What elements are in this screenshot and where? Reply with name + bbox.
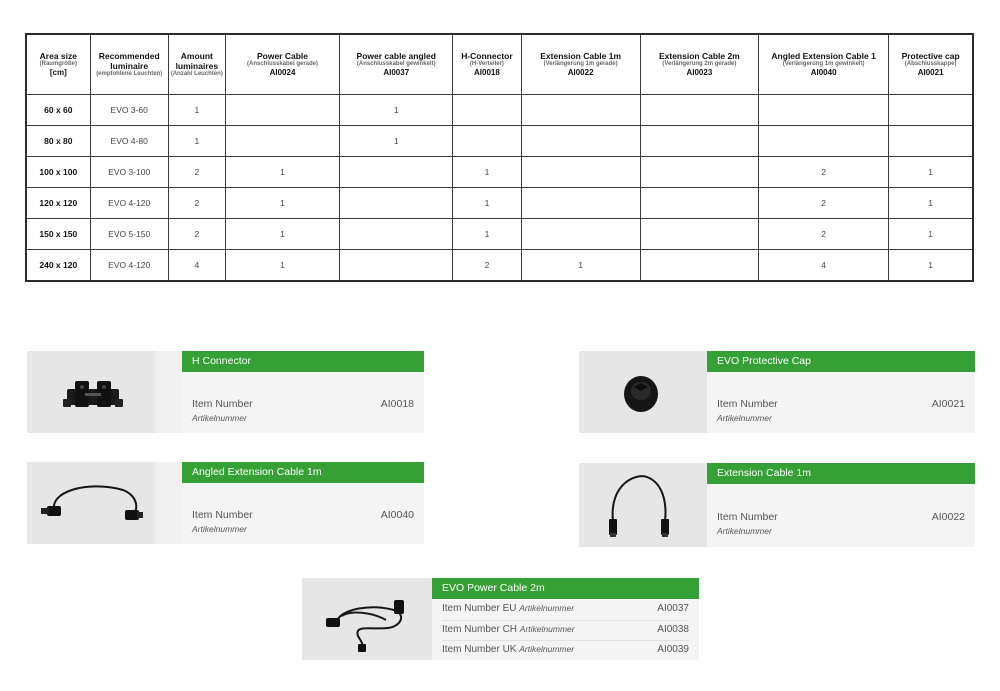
protective-cap-image bbox=[579, 351, 707, 433]
table-cell: 1 bbox=[453, 219, 521, 250]
item-number-label: Item Number bbox=[717, 398, 778, 410]
table-cell: EVO 3-60 bbox=[90, 94, 168, 125]
table-cell bbox=[521, 219, 640, 250]
table-row bbox=[26, 94, 973, 125]
table-cell: 2 bbox=[758, 187, 888, 218]
header-h-connector: H-Connector (H-Verteiler) AI0018 bbox=[453, 34, 521, 94]
angled-cable-icon bbox=[27, 462, 155, 544]
item-number-value: AI0039 bbox=[657, 644, 689, 655]
table-cell bbox=[521, 125, 640, 156]
angled-cable-image bbox=[27, 462, 155, 544]
header-recommended-luminaire: Recommended luminaire (empfohlene Leuchten) bbox=[90, 34, 168, 94]
item-number-row-uk bbox=[442, 640, 689, 657]
table-cell bbox=[640, 250, 758, 281]
table-cell: 1 bbox=[453, 187, 521, 218]
table-header-row bbox=[26, 34, 973, 94]
extension-cable-1m-title: Extension Cable 1m bbox=[707, 463, 975, 484]
item-number-value: AI0038 bbox=[657, 624, 689, 635]
table-cell bbox=[453, 125, 521, 156]
item-number-value: AI0040 bbox=[380, 509, 414, 521]
protective-cap-icon bbox=[579, 351, 707, 433]
table-cell: 1 bbox=[521, 250, 640, 281]
header-extension-cable-1m: Extension Cable 1m (Verlängerung 1m gerade) AI0022 bbox=[521, 34, 640, 94]
extension-cable-1m-body bbox=[707, 484, 975, 547]
table-cell bbox=[758, 125, 888, 156]
item-number-value: AI0021 bbox=[931, 398, 965, 410]
header-protective-cap: Protective cap (Abschlusskappe) AI0021 bbox=[889, 34, 973, 94]
table-row bbox=[26, 250, 973, 281]
table-cell: 1 bbox=[453, 156, 521, 187]
extension-cable-icon bbox=[579, 463, 707, 547]
table-cell bbox=[521, 187, 640, 218]
header-power-cable: Power Cable (Anschlusskabel gerade) AI0024 bbox=[225, 34, 339, 94]
angled-extension-cable-body bbox=[182, 483, 424, 544]
table-cell: EVO 4-80 bbox=[90, 125, 168, 156]
h-connector-icon bbox=[27, 351, 155, 433]
table-cell: 1 bbox=[889, 156, 973, 187]
table-cell: 4 bbox=[758, 250, 888, 281]
table-cell: 1 bbox=[225, 187, 339, 218]
table-cell: 1 bbox=[889, 187, 973, 218]
table-cell bbox=[340, 156, 453, 187]
table-cell: 120 x 120 bbox=[26, 187, 90, 218]
table-cell: 1 bbox=[168, 125, 225, 156]
protective-cap-card bbox=[579, 351, 975, 433]
table-row bbox=[26, 125, 973, 156]
protective-cap-body bbox=[707, 372, 975, 433]
table-cell: 240 x 120 bbox=[26, 250, 90, 281]
power-cable-title: EVO Power Cable 2m bbox=[432, 578, 699, 599]
item-number-label-de: Artikelnummer bbox=[192, 524, 247, 534]
item-number-row-eu bbox=[442, 600, 689, 617]
table-row bbox=[26, 156, 973, 187]
table-cell: EVO 4-120 bbox=[90, 187, 168, 218]
item-number-label: Item Number UK bbox=[442, 644, 517, 655]
table-cell bbox=[889, 125, 973, 156]
item-number-row-ch bbox=[442, 620, 689, 637]
table-cell: 1 bbox=[225, 250, 339, 281]
table-cell: 1 bbox=[225, 156, 339, 187]
header-amount-luminaires: Amount luminaires (Anzahl Leuchten) bbox=[168, 34, 225, 94]
table-cell: 80 x 80 bbox=[26, 125, 90, 156]
header-angled-extension-cable: Angled Extension Cable 1 (Verlängerung 1m gewinkelt) AI0040 bbox=[758, 34, 888, 94]
table-cell bbox=[758, 94, 888, 125]
header-area-size: Area size (Raumgröße) [cm] bbox=[26, 34, 90, 94]
header-power-cable-angled: Power cable angled (Anschlusskabel gewinkelt) AI0037 bbox=[340, 34, 453, 94]
table-row bbox=[26, 219, 973, 250]
table-cell: 2 bbox=[168, 187, 225, 218]
item-number-value: AI0022 bbox=[931, 511, 965, 523]
table-cell: 2 bbox=[758, 156, 888, 187]
table-cell bbox=[340, 187, 453, 218]
power-cable-body bbox=[432, 599, 699, 660]
item-number-label: Item Number EU bbox=[442, 603, 517, 614]
item-number-label: Item Number bbox=[192, 509, 253, 521]
table-cell: EVO 3-100 bbox=[90, 156, 168, 187]
table-cell bbox=[521, 94, 640, 125]
item-number-label: Item Number CH bbox=[442, 624, 518, 635]
table-cell: 2 bbox=[453, 250, 521, 281]
item-number-label-de: Artikelnummer bbox=[192, 413, 247, 423]
table-cell bbox=[640, 187, 758, 218]
header-extension-cable-2m: Extension Cable 2m (Verlängerung 2m gerade) AI0023 bbox=[640, 34, 758, 94]
table-cell: 1 bbox=[340, 94, 453, 125]
table-cell: 4 bbox=[168, 250, 225, 281]
table-cell bbox=[640, 219, 758, 250]
item-number-label: Item Number bbox=[717, 511, 778, 523]
extension-cable-image bbox=[579, 463, 707, 547]
table-cell: 1 bbox=[340, 125, 453, 156]
extension-cable-1m-card bbox=[579, 463, 975, 547]
table-cell bbox=[225, 125, 339, 156]
power-cable-icon bbox=[302, 578, 432, 660]
table-cell bbox=[340, 219, 453, 250]
item-number-label-de: Artikelnummer bbox=[717, 526, 772, 536]
configuration-table bbox=[25, 33, 974, 282]
table-cell: 2 bbox=[168, 219, 225, 250]
h-connector-body bbox=[182, 372, 424, 433]
table-cell bbox=[340, 250, 453, 281]
power-cable-image bbox=[302, 578, 432, 660]
table-cell: 2 bbox=[168, 156, 225, 187]
item-number-label-de: Artikelnummer bbox=[519, 644, 575, 654]
table-cell bbox=[225, 94, 339, 125]
item-number-value: AI0018 bbox=[380, 398, 414, 410]
table-row bbox=[26, 187, 973, 218]
table-cell: 2 bbox=[758, 219, 888, 250]
table-cell bbox=[453, 94, 521, 125]
item-number-label-de: Artikelnummer bbox=[519, 603, 575, 613]
table-cell: 150 x 150 bbox=[26, 219, 90, 250]
h-connector-title: H Connector bbox=[182, 351, 424, 372]
item-number-value: AI0037 bbox=[657, 603, 689, 614]
table-cell: 1 bbox=[889, 250, 973, 281]
angled-extension-cable-title: Angled Extension Cable 1m bbox=[182, 462, 424, 483]
table-cell bbox=[640, 156, 758, 187]
item-number-label-de: Artikelnummer bbox=[519, 624, 575, 634]
table-cell: 1 bbox=[168, 94, 225, 125]
protective-cap-title: EVO Protective Cap bbox=[707, 351, 975, 372]
h-connector-image bbox=[27, 351, 155, 433]
table-cell bbox=[521, 156, 640, 187]
table-cell: EVO 5-150 bbox=[90, 219, 168, 250]
table-cell bbox=[640, 94, 758, 125]
power-cable-card bbox=[302, 578, 699, 660]
table-cell: 1 bbox=[225, 219, 339, 250]
table-cell: EVO 4-120 bbox=[90, 250, 168, 281]
table-cell: 60 x 60 bbox=[26, 94, 90, 125]
table-cell: 1 bbox=[889, 219, 973, 250]
table-cell: 100 x 100 bbox=[26, 156, 90, 187]
table-cell bbox=[640, 125, 758, 156]
item-number-label-de: Artikelnummer bbox=[717, 413, 772, 423]
item-number-label: Item Number bbox=[192, 398, 253, 410]
h-connector-card bbox=[27, 351, 424, 433]
angled-extension-cable-card bbox=[27, 462, 424, 544]
table-cell bbox=[889, 94, 973, 125]
